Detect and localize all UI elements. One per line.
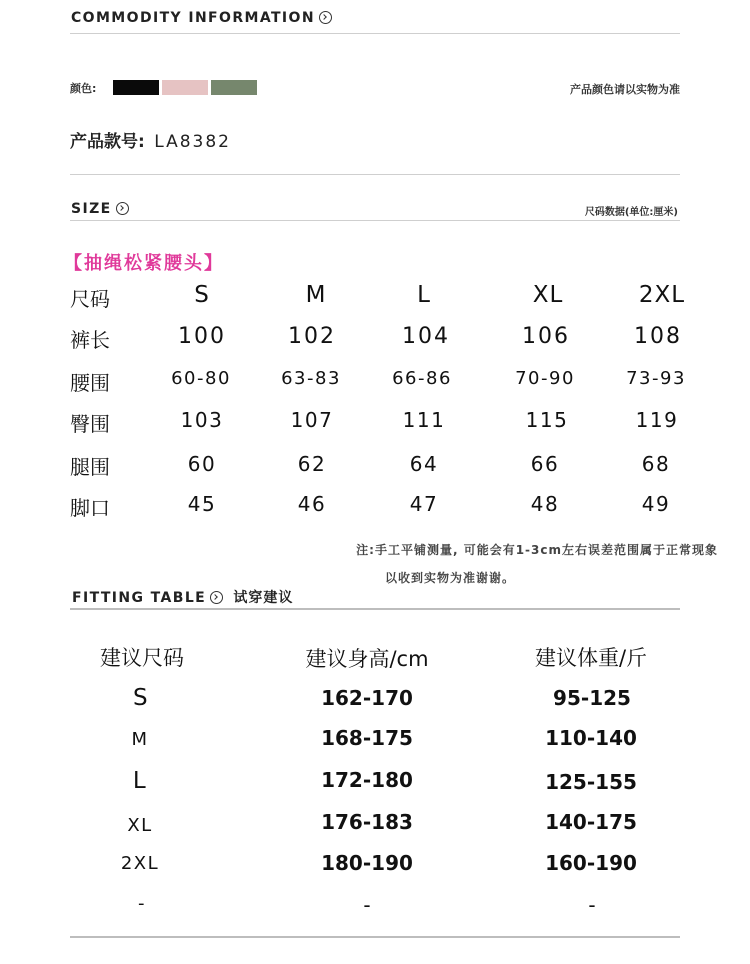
table-cell: 60-80 [171,368,231,389]
size-col-2xl: 2XL [638,282,686,308]
row-label: 裤长 [70,328,110,352]
table-cell: 66 [530,452,560,476]
model-row [70,127,231,152]
table-cell: 119 [635,408,679,432]
size-col-l: L [417,282,431,308]
table-cell: 49 [641,492,671,516]
fit-weight: 160-190 [545,851,637,875]
fit-height: - [363,893,371,917]
divider [70,608,680,610]
fit-size: L [132,768,148,794]
table-cell: 64 [409,452,439,476]
fit-weight: 110-140 [545,726,637,750]
table-cell: 111 [402,408,446,432]
size-col-s: S [194,282,210,308]
model-label: 产品款号: [70,132,145,152]
table-cell: 63-83 [281,368,341,389]
table-cell: 107 [290,408,334,432]
fit-weight: 95-125 [553,686,631,710]
fit-size: M [131,729,149,750]
fitting-heading-cn: 试穿建议 [233,590,294,606]
divider [70,936,680,938]
fit-height: 180-190 [321,851,413,875]
divider [70,220,680,221]
table-cell: 73-93 [626,368,686,389]
size-header-label: 尺码 [70,287,110,311]
table-cell: 100 [178,324,226,349]
fit-size: - [138,893,146,914]
color-swatch-black[interactable] [113,80,159,95]
table-cell: 70-90 [515,368,575,389]
commodity-heading-text: COMMODITY INFORMATION [71,10,315,26]
color-note: 产品颜色请以实物为准 [570,83,680,96]
fit-height: 162-170 [321,686,413,710]
fit-size: 2XL [120,853,160,874]
fit-height: 168-175 [321,726,413,750]
divider [70,174,680,175]
fit-weight: 125-155 [545,770,637,794]
divider [70,33,680,34]
fit-height: 176-183 [321,810,413,834]
table-cell: 103 [180,408,224,432]
table-cell: 104 [402,324,450,349]
fit-col-weight: 建议体重/斤 [534,646,648,670]
table-cell: 60 [187,452,217,476]
row-label: 臀围 [70,412,110,436]
measure-note: 注:手工平铺测量, 可能会有1-3cm左右误差范围属于正常现象 [356,543,718,557]
color-label: 颜色: [70,82,97,95]
measure-note-2: 以收到实物为准谢谢。 [385,571,516,585]
fit-weight: 140-175 [545,810,637,834]
table-cell: 68 [641,452,671,476]
fit-col-size: 建议尺码 [100,646,184,670]
row-label: 腿围 [70,455,110,479]
chevron-circle-icon [116,202,129,215]
size-col-m: M [305,282,327,308]
table-cell: 47 [409,492,439,516]
fit-col-height: 建议身高/cm [305,647,429,671]
size-heading-text: SIZE [71,201,112,217]
fitting-heading [72,587,293,607]
size-col-xl: XL [532,282,564,308]
table-cell: 108 [634,324,682,349]
fit-weight: - [588,893,596,917]
chevron-circle-icon [210,591,223,604]
color-swatch-green[interactable] [211,80,257,95]
size-heading [71,201,129,217]
fit-height: 172-180 [321,768,413,792]
row-label: 腰围 [70,371,110,395]
model-value: LA8382 [154,132,231,152]
fit-size: S [132,685,150,711]
color-swatch-pink[interactable] [162,80,208,95]
table-cell: 45 [187,492,217,516]
waist-tag: 【抽绳松紧腰头】 [64,253,224,274]
table-cell: 66-86 [392,368,452,389]
fit-size: XL [127,815,153,836]
row-label: 脚口 [70,496,110,520]
commodity-heading [71,10,332,26]
table-cell: 62 [297,452,327,476]
fitting-heading-text: FITTING TABLE [72,590,207,606]
chevron-circle-icon [319,11,332,24]
unit-note: 尺码数据(单位:厘米) [584,207,678,218]
table-cell: 106 [522,324,570,349]
table-cell: 102 [288,324,336,349]
table-cell: 48 [530,492,560,516]
table-cell: 46 [297,492,327,516]
table-cell: 115 [525,408,569,432]
